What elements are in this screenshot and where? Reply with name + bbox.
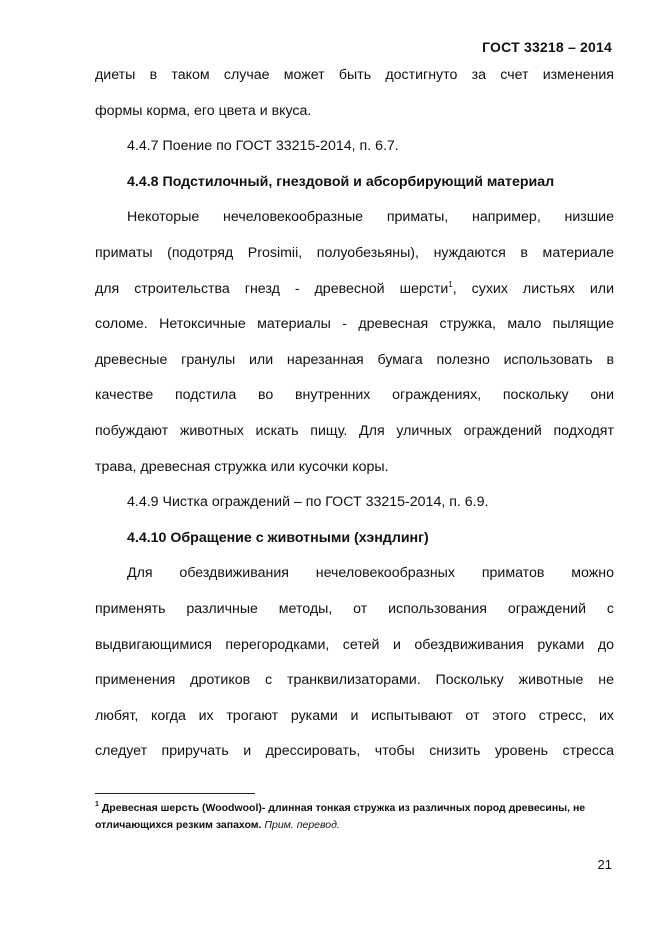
section-4-4-9: 4.4.9 Чистка ограждений – по ГОСТ 33215-2014, п. 6.9. — [127, 494, 489, 511]
footnote-text: Древесная шерсть (Woodwool)- длинная тонкая стружка из различных пород древесины, не — [101, 802, 586, 814]
text-line: побуждают животных искать пищу. Для уличных ограждений подходят — [95, 422, 614, 439]
section-heading-4-4-8: 4.4.8 Подстилочный, гнездовой и абсорбирующий материал — [127, 173, 555, 190]
text-fragment: , сухих листьях или — [452, 280, 614, 297]
footnote-marker: 1 — [95, 801, 99, 808]
text-line: выдвигающимися перегородками, сетей и обездвиживания руками до — [95, 636, 614, 653]
translator-note: Прим. перевод. — [264, 819, 340, 831]
text-line: соломе. Нетоксичные материалы - древесная стружка, мало пылящие — [95, 316, 614, 333]
text-line: формы корма, его цвета и вкуса. — [95, 102, 312, 119]
footnote-line — [95, 817, 615, 834]
footnote — [95, 800, 615, 834]
section-heading-4-4-10: 4.4.10 Обращение с животными (хэндлинг) — [127, 529, 429, 546]
document-header: ГОСТ 33218 – 2014 — [482, 39, 612, 55]
footnote-divider — [95, 793, 255, 794]
body-text — [95, 58, 614, 770]
page-number: 21 — [597, 857, 612, 872]
text-line: приматы (подотряд Prosimii, полуобезьяны), нуждаются в материале — [95, 244, 614, 261]
text-line: качестве подстила во внутренних ограждениях, поскольку они — [95, 387, 614, 404]
footnote-line — [95, 800, 615, 817]
text-line — [95, 272, 614, 308]
text-line: диеты в таком случае может быть достигнуто за счет изменения — [95, 67, 614, 83]
footnote-reference: 1 — [448, 279, 453, 289]
text-line: Некоторые нечеловекообразные приматы, например, низшие — [127, 209, 614, 226]
text-line: древесные гранулы или нарезанная бумага полезно использовать в — [95, 351, 614, 368]
section-4-4-7: 4.4.7 Поение по ГОСТ 33215-2014, п. 6.7. — [127, 138, 399, 155]
text-line: применения дротиков с транквилизаторами. Поскольку животные не — [95, 672, 614, 689]
text-line: любят, когда их трогают руками и испытывают от этого стресс, их — [95, 707, 614, 724]
text-line: следует приручать и дрессировать, чтобы снизить уровень стресса — [95, 743, 614, 760]
text-fragment: для строительства гнезд - древесной шерсти — [95, 280, 449, 297]
text-line: Для обездвиживания нечеловекообразных приматов можно — [127, 565, 614, 582]
footnote-text: отличающихся резким запахом. — [95, 819, 262, 831]
text-line: трава, древесная стружка или кусочки коры. — [95, 458, 389, 475]
text-line: применять различные методы, от использования ограждений с — [95, 600, 614, 617]
